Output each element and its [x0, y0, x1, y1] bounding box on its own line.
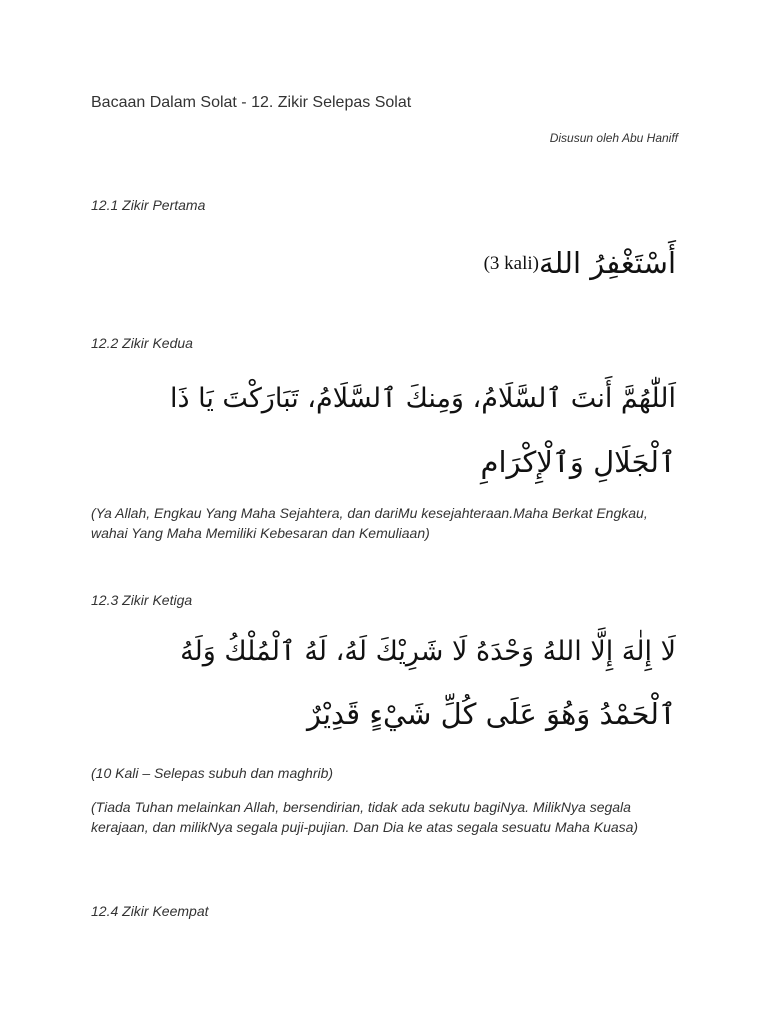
arabic-line: ٱلْحَمْدُ وَهُوَ عَلَى كُلِّ شَيْءٍ قَدِيْرٌ [306, 697, 676, 731]
arabic-line: اَللّٰهُمَّ أَنتَ ٱلسَّلَامُ، وَمِنكَ ٱلسَّلَامُ، تَبَارَكْتَ يَا ذَا [170, 383, 676, 414]
translation-text: (Ya Allah, Engkau Yang Maha Sejahtera, dan dariMu kesejahteraan.Maha Berkat Engkau, wahai Yang Maha Memiliki Kebesaran dan Kemuliaan) [91, 505, 648, 541]
page-title: Bacaan Dalam Solat - 12. Zikir Selepas Solat [91, 94, 412, 111]
repeat-note: (10 Kali – Selepas subuh dan maghrib) [91, 765, 334, 781]
arabic-line: ٱلْجَلَالِ وَٱلْإِكْرَامِ [480, 445, 676, 479]
section-heading-1: 12.1 Zikir Pertama [91, 197, 206, 213]
translation-text: (Tiada Tuhan melainkan Allah, bersendirian, tidak ada sekutu bagiNya. MilikNya segala kerajaan, dan milikNya segala puji-pujian. Dan Dia ke atas segala sesuatu Maha Kuasa) [91, 799, 639, 835]
arabic-line: أَسْتَغْفِرُ اللهَ [538, 246, 676, 280]
arabic-line: لَا إِلٰهَ إِلَّا اللهُ وَحْدَهُ لَا شَرِيْكَ لَهُ، لَهُ ٱلْمُلْكُ وَلَهُ [180, 636, 676, 667]
arabic-text-1 [472, 246, 676, 280]
section-heading-3: 12.3 Zikir Ketiga [91, 592, 193, 608]
author-credit: Disusun oleh Abu Haniff [549, 131, 678, 145]
section-heading-4: 12.4 Zikir Keempat [91, 903, 209, 919]
section-heading-2: 12.2 Zikir Kedua [91, 335, 193, 351]
repeat-count: (3 kali) [483, 253, 539, 274]
